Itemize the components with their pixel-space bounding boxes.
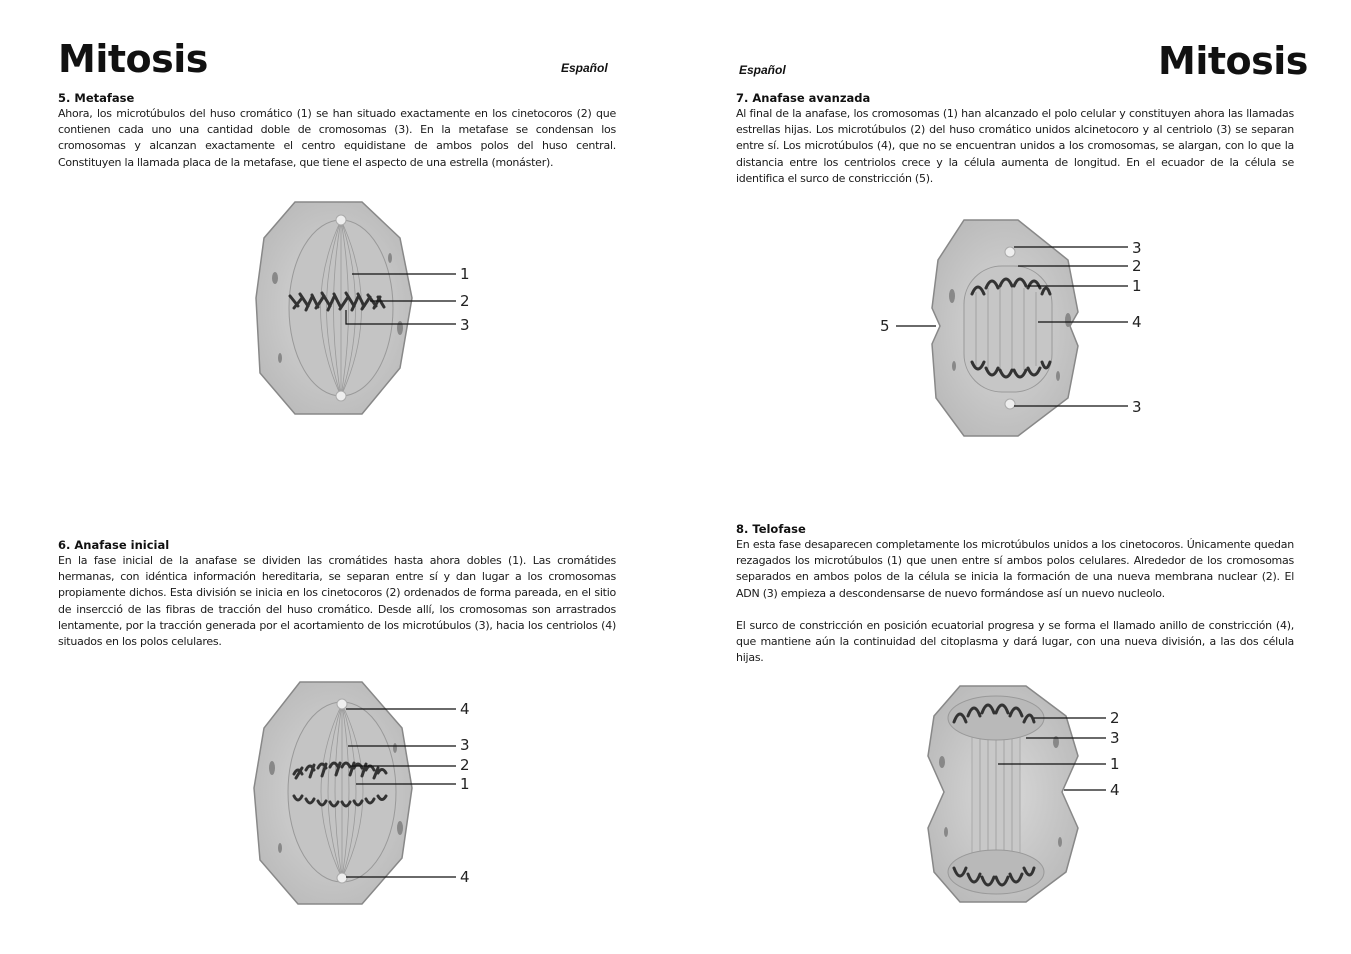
label-3: 3 bbox=[460, 736, 470, 754]
section-heading: 8. Telofase bbox=[736, 522, 806, 536]
page-title-left: Mitosis bbox=[58, 37, 208, 81]
label-1: 1 bbox=[1132, 277, 1142, 295]
label-3-top: 3 bbox=[1132, 239, 1142, 257]
right-page bbox=[676, 0, 1351, 954]
label-4: 4 bbox=[1132, 313, 1142, 331]
section-heading: 7. Anafase avanzada bbox=[736, 91, 871, 105]
late-anaphase-cell-illustration bbox=[872, 216, 1152, 440]
section-text: Al final de la anafase, los cromosomas (1) han alcanzado el polo celular y constituyen ahora las llamadas estrellas hijas. Los microtúbulos (2) del huso cromático unidos alcinetocoro y al centriolo (3) se separan entre sí. Los microtúbulos (4), que no se encuentran unidos a los cromosomas, se alargan, con lo que la distancia entre los centriolos crece y la célula aumenta de longitud. En el ecuador de la célula se identifica el surco de constricción (5). bbox=[736, 107, 1294, 185]
label-3: 3 bbox=[1110, 729, 1120, 747]
page-title-right: Mitosis bbox=[1158, 39, 1308, 83]
language-label-right: Español bbox=[739, 63, 786, 77]
section-heading: 5. Metafase bbox=[58, 91, 135, 105]
section-telofase bbox=[736, 522, 1294, 666]
label-2: 2 bbox=[1110, 709, 1120, 727]
label-3-bottom: 3 bbox=[1132, 398, 1142, 416]
section-text: En esta fase desaparecen completamente los microtúbulos unidos a los cinetocoros. Únicamente quedan rezagados los microtúbulos (1) que unen entre sí ambos polos celulares. Alrededor de los cromosomas separados en ambos polos de la célula se inicia la formación de una nueva membrana nuclear (2). El ADN (3) empieza a descondensarse de nuevo formándose así un nuevo nucleolo. bbox=[736, 538, 1294, 600]
telophase-cell-illustration bbox=[926, 682, 1152, 908]
section-text: El surco de constricción en posición ecuatorial progresa y se forma el llamado anillo de constricción (4), que mantiene aún la continuidad del citoplasma y dará lugar, con una nueva división, a las dos célula hijas. bbox=[736, 618, 1294, 665]
label-1: 1 bbox=[460, 775, 470, 793]
section-anafase-inicial bbox=[58, 538, 616, 650]
label-1: 1 bbox=[1110, 755, 1120, 773]
section-metafase bbox=[58, 91, 616, 171]
label-1: 1 bbox=[460, 265, 470, 283]
label-2: 2 bbox=[460, 756, 470, 774]
label-4-top: 4 bbox=[460, 700, 470, 718]
label-4: 4 bbox=[1110, 781, 1120, 799]
label-2: 2 bbox=[1132, 257, 1142, 275]
label-3: 3 bbox=[460, 316, 470, 334]
section-anafase-avanzada bbox=[736, 91, 1294, 187]
early-anaphase-cell-illustration bbox=[250, 678, 490, 910]
section-heading: 6. Anafase inicial bbox=[58, 538, 170, 552]
left-page bbox=[0, 0, 675, 954]
label-4-bottom: 4 bbox=[460, 868, 470, 886]
language-label-left: Español bbox=[561, 61, 608, 75]
label-5: 5 bbox=[880, 317, 890, 335]
metaphase-cell-illustration bbox=[250, 198, 490, 420]
label-2: 2 bbox=[460, 292, 470, 310]
section-text: En la fase inicial de la anafase se dividen las cromátides hasta ahora dobles (1). Las cromátides hermanas, con idéntica información hereditaria, se separan entre sí y dan lugar a los cromosomas propiamente dichos. Esta división se inicia en los cinetocoros (2) ordenados de forma pareada, en el sitio de insercció de las fibras de tracción del huso cromático. Desde allí, los cromosomas son arrastrados lentamente, por la tracción generada por el acortamiento de los microtúbulos (3), hacia los centriolos (4) situados en los polos celulares. bbox=[58, 554, 616, 649]
section-text: Ahora, los microtúbulos del huso cromático (1) se han situado exactamente en los cinetocoros (2) que contienen cada uno una cantidad doble de cromosomas (3). En la metafase se condensan los cromosomas y alcanzan exactamente el centro equidistane de ambos polos del huso central. Constituyen la llamada placa de la metafase, que tiene el aspecto de una estrella (monáster). bbox=[58, 107, 616, 169]
